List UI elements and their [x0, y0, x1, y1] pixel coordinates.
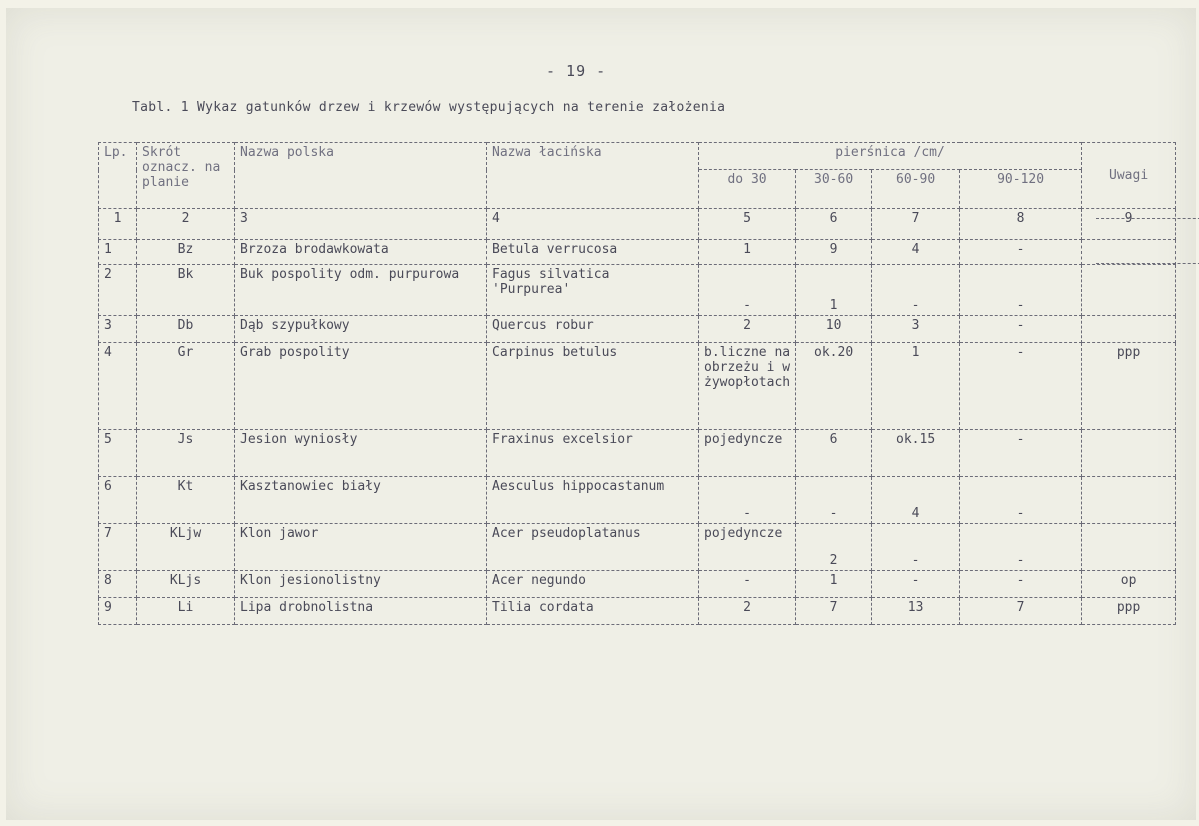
header-nazwa-polska: Nazwa polska — [235, 143, 487, 209]
table-row — [99, 598, 1176, 625]
cell-uwagi — [1082, 477, 1176, 524]
cell-nazwa-polska: Kasztanowiec biały — [235, 477, 487, 524]
cell-skrot: Js — [137, 430, 235, 477]
cell-nazwa-polska: Lipa drobnolistna — [235, 598, 487, 625]
cell-skrot: Li — [137, 598, 235, 625]
column-number: 1 — [99, 209, 137, 240]
cell-p3: 3 — [872, 316, 960, 343]
cell-lp: 3 — [99, 316, 137, 343]
cell-lp: 2 — [99, 265, 137, 316]
cell-p2: - — [796, 477, 872, 524]
cell-nazwa-polska: Dąb szypułkowy — [235, 316, 487, 343]
cell-lp: 7 — [99, 524, 137, 571]
cell-p3: 13 — [872, 598, 960, 625]
cell-nazwa-polska: Klon jesionolistny — [235, 571, 487, 598]
cell-p1: pojedyncze — [699, 430, 796, 477]
header-p1: do 30 — [699, 170, 796, 209]
cell-nazwa-polska: Klon jawor — [235, 524, 487, 571]
cell-p2: 1 — [796, 571, 872, 598]
cell-lp: 4 — [99, 343, 137, 430]
column-number: 6 — [796, 209, 872, 240]
cell-skrot: Bz — [137, 240, 235, 265]
header-piersnica: pierśnica /cm/ — [699, 143, 1082, 170]
stray-dashed-line — [1096, 263, 1199, 264]
cell-nazwa-lacinska: Carpinus betulus — [487, 343, 699, 430]
header-p2: 30-60 — [796, 170, 872, 209]
cell-lp: 5 — [99, 430, 137, 477]
cell-skrot: Db — [137, 316, 235, 343]
header-nazwa-lacinska: Nazwa łacińska — [487, 143, 699, 209]
column-number: 4 — [487, 209, 699, 240]
cell-nazwa-lacinska: Acer negundo — [487, 571, 699, 598]
stray-dashed-line — [1096, 218, 1199, 219]
cell-uwagi — [1082, 265, 1176, 316]
cell-p1: - — [699, 571, 796, 598]
cell-p4: - — [960, 240, 1082, 265]
cell-nazwa-lacinska: Acer pseudoplatanus — [487, 524, 699, 571]
header-uwagi: Uwagi — [1082, 143, 1176, 209]
cell-lp: 9 — [99, 598, 137, 625]
header-row-1 — [99, 143, 1176, 170]
cell-nazwa-lacinska: Fraxinus excelsior — [487, 430, 699, 477]
cell-p4: - — [960, 524, 1082, 571]
table-row — [99, 240, 1176, 265]
column-number: 5 — [699, 209, 796, 240]
cell-p2: 9 — [796, 240, 872, 265]
cell-p2: 1 — [796, 265, 872, 316]
cell-skrot: Gr — [137, 343, 235, 430]
cell-p1: 2 — [699, 316, 796, 343]
header-p4: 90-120 — [960, 170, 1082, 209]
cell-p2: 6 — [796, 430, 872, 477]
cell-p2: ok.20 — [796, 343, 872, 430]
cell-uwagi: op — [1082, 571, 1176, 598]
cell-p3: 1 — [872, 343, 960, 430]
table-row — [99, 571, 1176, 598]
cell-p4: - — [960, 430, 1082, 477]
column-number: 9 — [1082, 209, 1176, 240]
column-number: 7 — [872, 209, 960, 240]
cell-nazwa-polska: Brzoza brodawkowata — [235, 240, 487, 265]
cell-uwagi — [1082, 524, 1176, 571]
table-row — [99, 524, 1176, 571]
cell-p1: - — [699, 265, 796, 316]
column-number: 8 — [960, 209, 1082, 240]
cell-p1: b.liczne na obrzeżu i w żywopłotach — [699, 343, 796, 430]
cell-lp: 8 — [99, 571, 137, 598]
cell-skrot: Kt — [137, 477, 235, 524]
cell-uwagi: ppp — [1082, 598, 1176, 625]
cell-p4: - — [960, 343, 1082, 430]
cell-nazwa-polska: Jesion wyniosły — [235, 430, 487, 477]
cell-p1: - — [699, 477, 796, 524]
header-p3: 60-90 — [872, 170, 960, 209]
cell-nazwa-polska: Buk pospolity odm. purpurowa — [235, 265, 487, 316]
cell-uwagi — [1082, 240, 1176, 265]
table-row — [99, 477, 1176, 524]
column-number: 2 — [137, 209, 235, 240]
header-lp: Lp. — [99, 143, 137, 209]
cell-p4: - — [960, 265, 1082, 316]
cell-p2: 7 — [796, 598, 872, 625]
document-page — [6, 8, 1196, 820]
cell-uwagi — [1082, 430, 1176, 477]
cell-p3: - — [872, 571, 960, 598]
cell-p3: 4 — [872, 240, 960, 265]
cell-p3: 4 — [872, 477, 960, 524]
column-number-row — [99, 209, 1176, 240]
table-row — [99, 343, 1176, 430]
species-table — [98, 142, 1176, 625]
table-caption: Tabl. 1 Wykaz gatunków drzew i krzewów występujących na terenie założenia — [132, 100, 726, 115]
column-number: 3 — [235, 209, 487, 240]
cell-nazwa-lacinska: Quercus robur — [487, 316, 699, 343]
cell-p1: pojedyncze — [699, 524, 796, 571]
cell-nazwa-lacinska: Aesculus hippocastanum — [487, 477, 699, 524]
cell-p4: - — [960, 571, 1082, 598]
cell-lp: 6 — [99, 477, 137, 524]
cell-p3: - — [872, 524, 960, 571]
table-row — [99, 316, 1176, 343]
page-number: - 19 - — [546, 62, 607, 80]
cell-nazwa-lacinska: Betula verrucosa — [487, 240, 699, 265]
cell-nazwa-lacinska: Tilia cordata — [487, 598, 699, 625]
cell-nazwa-lacinska: Fagus silvatica 'Purpurea' — [487, 265, 699, 316]
cell-nazwa-polska: Grab pospolity — [235, 343, 487, 430]
cell-skrot: Bk — [137, 265, 235, 316]
cell-uwagi: ppp — [1082, 343, 1176, 430]
cell-p3: - — [872, 265, 960, 316]
cell-p2: 2 — [796, 524, 872, 571]
table-row — [99, 265, 1176, 316]
table-row — [99, 430, 1176, 477]
cell-p4: 7 — [960, 598, 1082, 625]
cell-p1: 2 — [699, 598, 796, 625]
cell-p4: - — [960, 477, 1082, 524]
cell-p1: 1 — [699, 240, 796, 265]
cell-p4: - — [960, 316, 1082, 343]
cell-p2: 10 — [796, 316, 872, 343]
cell-skrot: KLjw — [137, 524, 235, 571]
cell-uwagi — [1082, 316, 1176, 343]
cell-lp: 1 — [99, 240, 137, 265]
cell-skrot: KLjs — [137, 571, 235, 598]
cell-p3: ok.15 — [872, 430, 960, 477]
header-skrot: Skrót oznacz. na planie — [137, 143, 235, 209]
